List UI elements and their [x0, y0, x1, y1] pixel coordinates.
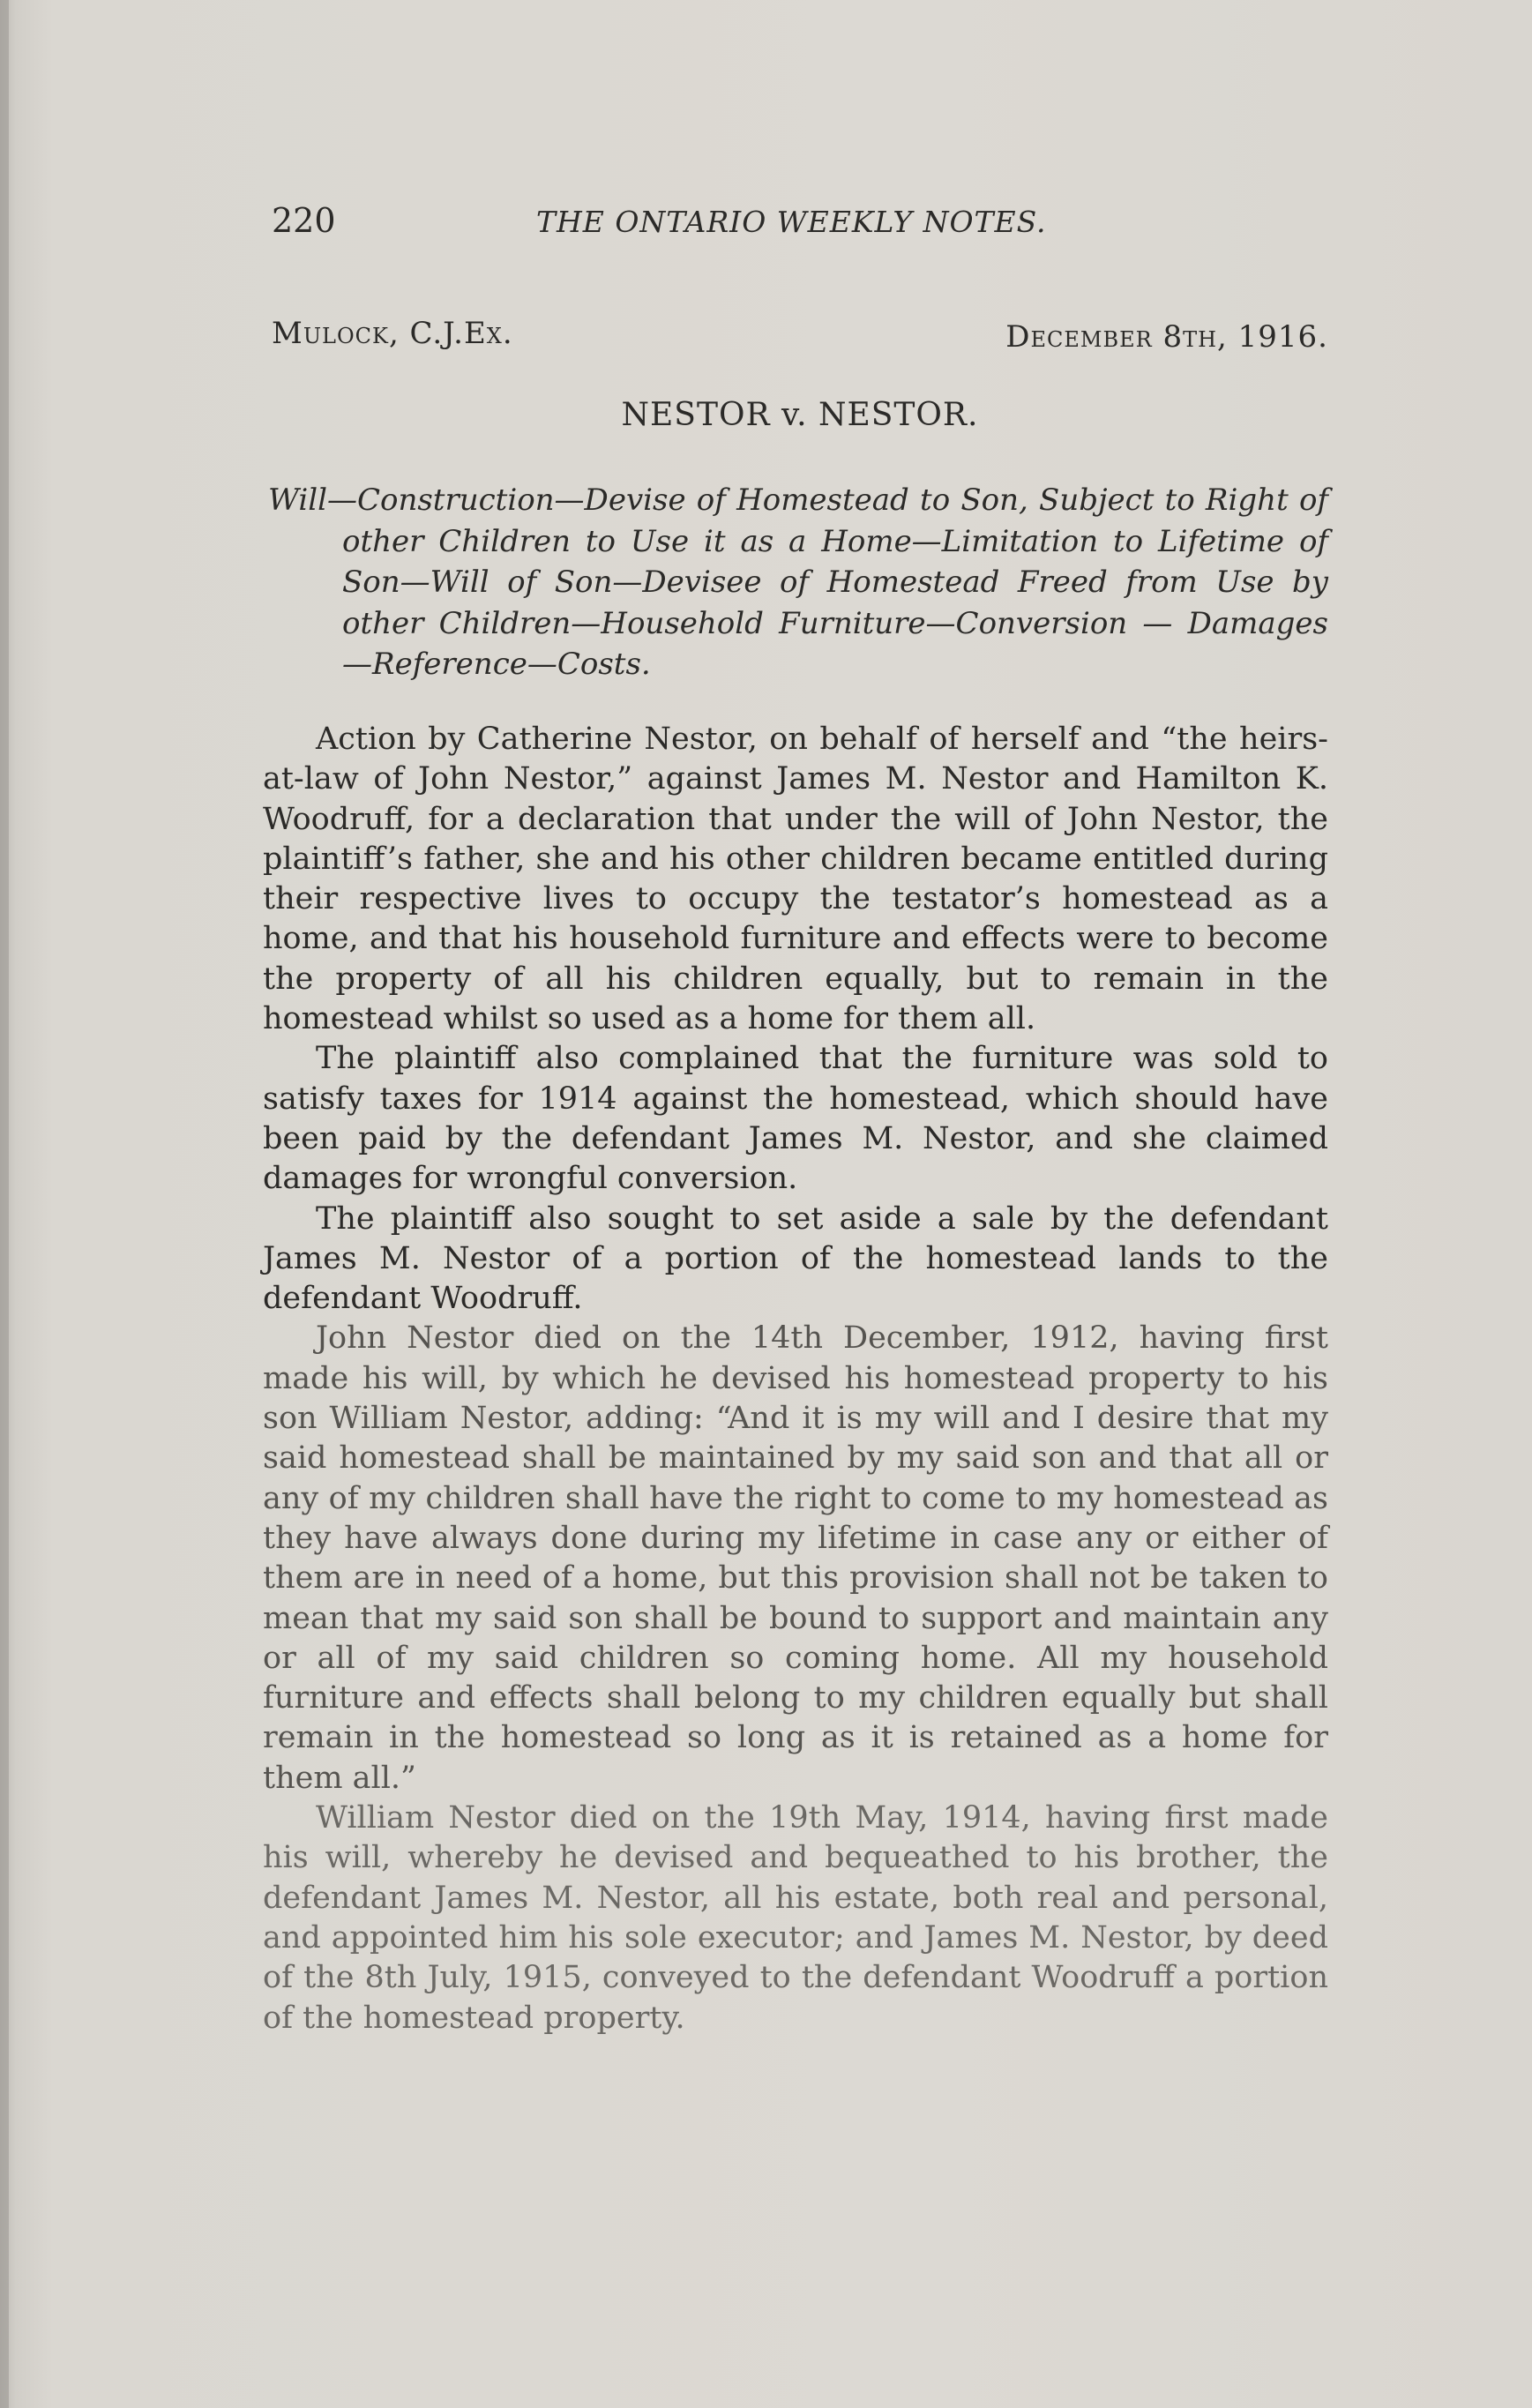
body-text — [263, 720, 1328, 2038]
headnote: Will—Construction—Devise of Homestead to Son, Subject to Right of other Children to Use it as a Home—Limitation to Lifetime of Son—Will of Son—Devisee of Homestead Freed from Use by other Children—Household Furniture—Conversion — Damages—Reference—Costs. — [268, 482, 1328, 682]
running-title: THE ONTARIO WEEKLY NOTES. — [536, 205, 1047, 239]
paragraph: The plaintiff also sought to set aside a sale by the defendant James M. Nestor of a portion of the homestead lands to the defendant Woodruff. — [263, 1200, 1328, 1317]
paragraph: The plaintiff also complained that the furniture was sold to satisfy taxes for 1914 against the homestead, which should have been paid by the defendant James M. Nestor, and she claimed damages for wrongful conversion. — [263, 1041, 1328, 1197]
paragraph: John Nestor died on the 14th December, 1912, having first made his will, by which he devised his homestead property to his son William Nestor, adding: “And it is my will and I desire that my said homestead shall be maintained by my said son and that all or any of my children shall have the right to come to my homestead as they have always done during my lifetime in case any or either of them are in need of a home, but this provision shall not be taken to mean that my said son shall be bound to support and maintain any or all of my said children so coming home. All my household furniture and effects shall belong to my children equally but shall remain in the homestead so long as it is retained as a home for them all.” — [263, 1320, 1328, 1796]
judge-date-line — [272, 316, 1328, 360]
page-number: 220 — [272, 201, 336, 240]
binding-edge — [0, 0, 9, 2408]
case-title: NESTOR v. NESTOR. — [621, 397, 979, 433]
judge-name: Mulock, C.J.Ex. — [272, 316, 513, 351]
page-header — [272, 201, 1330, 245]
paragraph: Action by Catherine Nestor, on behalf of herself and “the heirs-at-law of John Nestor,” against James M. Nestor and Hamilton K. Woodruff, for a declaration that under the will of John Nestor, the plaintiff’s father, she and his other children became entitled during their respective lives to occupy the testator’s homestead as a home, and that his household furniture and effects were to become the property of all his children equally, but to remain in the homestead whilst so used as a home for them all. — [263, 722, 1328, 1037]
paragraph: William Nestor died on the 19th May, 1914, having first made his will, whereby he devised and bequeathed to his brother, the defendant James M. Nestor, all his estate, both real and personal, and appointed him his sole executor; and James M. Nestor, by deed of the 8th July, 1915, conveyed to the defendant Woodruff a portion of the homestead property. — [263, 1800, 1328, 2036]
judgment-date: December 8th, 1916. — [1005, 319, 1328, 355]
